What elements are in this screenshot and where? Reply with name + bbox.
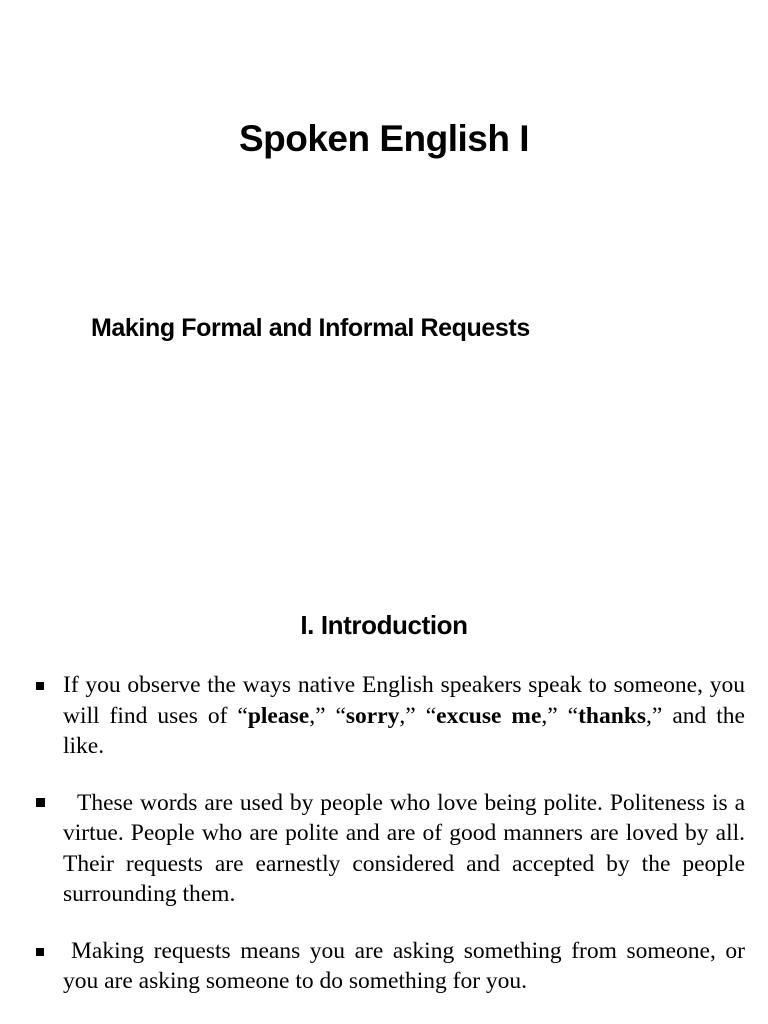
bullet-1-text-part-3: ,” “ <box>399 702 437 729</box>
bullet-1-word-please: please <box>247 702 310 729</box>
bullet-1-text-part-2: ,” “ <box>309 702 346 729</box>
bullet-item-3 <box>63 936 745 997</box>
page-title: Spoken English I <box>238 118 530 159</box>
bullet-1-text-part-4: ,” “ <box>541 702 579 729</box>
bullet-1-word-excuse-me: excuse me <box>436 702 542 729</box>
bullet-3-text: Making requests means you are asking something from someone, or you are asking someone to do something for you. <box>63 937 745 994</box>
bullet-list <box>0 670 768 997</box>
square-bullet-icon <box>36 798 45 807</box>
bullet-1-text-part-1: If you observe the ways native English speakers speak to someone, you will find uses of “ <box>63 672 745 729</box>
bullet-2-text: These words are used by people who love being polite. Politeness is a virtue. People who are polite and are of good manners are loved by all. Their requests are earnestly considered and accepted by the people surrounding them. <box>63 789 745 907</box>
section-heading: I. Introduction <box>300 610 468 640</box>
bullet-1-word-sorry: sorry <box>345 702 400 729</box>
bullet-1-text-part-5: ,” and the like. <box>63 702 745 759</box>
square-bullet-icon <box>36 948 44 956</box>
page-subtitle: Making Formal and Informal Requests <box>91 314 530 342</box>
bullet-item-2 <box>63 788 745 910</box>
bullet-item-1 <box>63 670 745 762</box>
square-bullet-icon <box>36 682 44 690</box>
bullet-1-word-thanks: thanks <box>578 702 647 729</box>
